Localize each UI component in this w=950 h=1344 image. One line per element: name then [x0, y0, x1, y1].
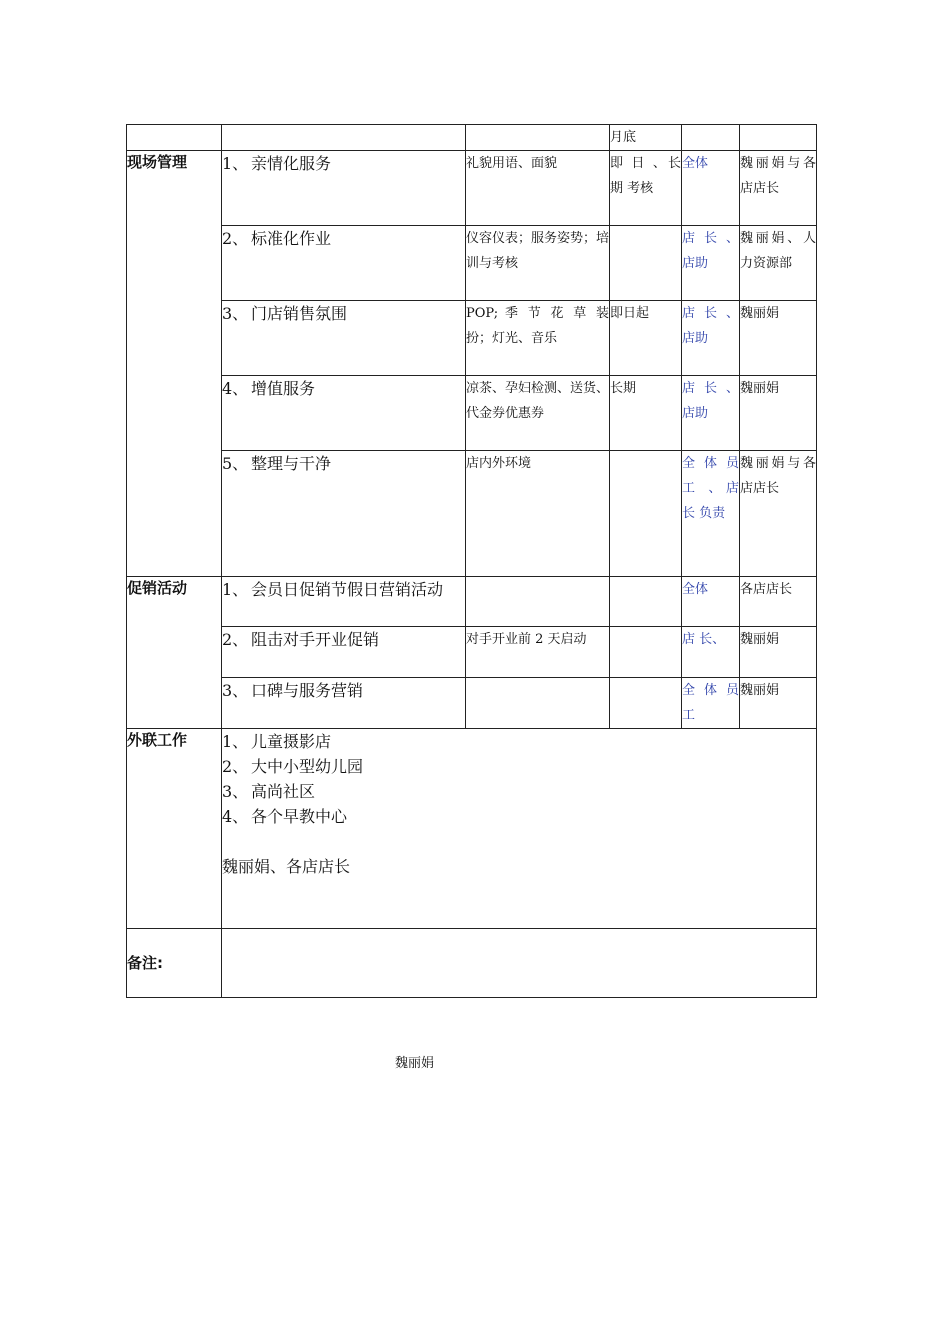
scope-cell: 店 长 、店助 [682, 226, 740, 301]
task-text: 增值服务 [251, 379, 316, 398]
table-cell [682, 125, 740, 151]
task-text: 亲情化服务 [251, 154, 332, 173]
table-cell [222, 125, 466, 151]
task-number: 2、 [222, 630, 249, 649]
table-row [127, 226, 817, 301]
item-text: 大中小型幼儿园 [251, 757, 364, 776]
task-cell [222, 376, 466, 451]
task-text: 整理与干净 [251, 454, 332, 473]
list-item [222, 754, 816, 779]
detail-cell: POP; 季 节 花 草 装扮；灯光、音乐 [466, 301, 610, 376]
task-text: 阻击对手开业促销 [251, 630, 380, 649]
task-text: 标准化作业 [251, 229, 332, 248]
time-cell [610, 678, 682, 729]
task-number: 5、 [222, 454, 249, 473]
owner-cell: 魏丽娟与各店店长 [740, 151, 817, 226]
external-owner: 魏丽娟、各店店长 [222, 857, 351, 876]
detail-cell: 对手开业前 2 天启动 [466, 627, 610, 678]
table-row [127, 151, 817, 226]
footer-signature-name: 魏丽娟 [395, 1056, 435, 1071]
item-number: 3、 [222, 782, 249, 801]
table-row [127, 577, 817, 627]
table-cell [466, 125, 610, 151]
list-item [222, 779, 816, 804]
detail-cell: 店内外环境 [466, 451, 610, 577]
detail-cell: 礼貌用语、面貌 [466, 151, 610, 226]
time-cell [610, 451, 682, 577]
owner-cell: 魏丽娟 [740, 301, 817, 376]
owner-cell: 魏丽娟 [740, 678, 817, 729]
owner-cell: 魏丽娟与各店店长 [740, 451, 817, 577]
item-number: 1、 [222, 732, 249, 751]
work-plan-table [126, 124, 817, 998]
detail-cell: 凉茶、孕妇检测、送货、代金券优惠券 [466, 376, 610, 451]
owner-cell: 各店店长 [740, 577, 817, 627]
scope-cell: 店 长 、店助 [682, 376, 740, 451]
time-cell: 即 日 、长 期 考核 [610, 151, 682, 226]
owner-cell: 魏丽娟 [740, 376, 817, 451]
time-cell: 即日起 [610, 301, 682, 376]
table-row [127, 678, 817, 729]
task-number: 3、 [222, 681, 249, 700]
remarks-label: 备注: [127, 929, 222, 998]
task-number: 4、 [222, 379, 249, 398]
scope-cell: 全 体 员 工 、店 长 负责 [682, 451, 740, 577]
task-cell [222, 627, 466, 678]
list-item [222, 729, 816, 754]
table-cell [127, 125, 222, 151]
table-row-top [127, 125, 817, 151]
task-cell [222, 577, 466, 627]
detail-cell: 仪容仪表；服务姿势；培训与考核 [466, 226, 610, 301]
table-row-remarks [127, 929, 817, 998]
item-text: 高尚社区 [251, 782, 316, 801]
item-number: 4、 [222, 807, 249, 826]
table-row [127, 627, 817, 678]
scope-cell: 店 长 、店助 [682, 301, 740, 376]
table-row [127, 451, 817, 577]
table-row [127, 376, 817, 451]
list-item [222, 804, 816, 829]
category-cell: 外联工作 [127, 729, 222, 929]
task-text: 口碑与服务营销 [251, 681, 364, 700]
task-number: 3、 [222, 304, 249, 323]
time-cell: 长期 [610, 376, 682, 451]
table-row [127, 301, 817, 376]
time-cell [610, 627, 682, 678]
table-row-external [127, 729, 817, 929]
task-cell [222, 678, 466, 729]
remarks-cell [222, 929, 817, 998]
task-cell [222, 151, 466, 226]
owner-cell: 魏丽娟、人力资源部 [740, 226, 817, 301]
detail-cell [466, 678, 610, 729]
time-cell [610, 577, 682, 627]
table-cell [740, 125, 817, 151]
item-text: 儿童摄影店 [251, 732, 332, 751]
time-cell [610, 226, 682, 301]
item-number: 2、 [222, 757, 249, 776]
task-text: 会员日促销节假日营销活动 [251, 580, 444, 599]
task-number: 1、 [222, 154, 249, 173]
category-cell: 促销活动 [127, 577, 222, 729]
time-cell: 月底 [610, 125, 682, 151]
detail-cell [466, 577, 610, 627]
external-list [222, 729, 817, 929]
item-text: 各个早教中心 [251, 807, 348, 826]
task-cell [222, 301, 466, 376]
task-number: 1、 [222, 580, 249, 599]
scope-cell: 全体 [682, 151, 740, 226]
scope-cell: 店 长、 [682, 627, 740, 678]
scope-cell: 全体 [682, 577, 740, 627]
task-cell [222, 226, 466, 301]
task-text: 门店销售氛围 [251, 304, 348, 323]
scope-cell: 全 体 员工 [682, 678, 740, 729]
task-cell [222, 451, 466, 577]
owner-cell: 魏丽娟 [740, 627, 817, 678]
category-cell: 现场管理 [127, 151, 222, 577]
task-number: 2、 [222, 229, 249, 248]
